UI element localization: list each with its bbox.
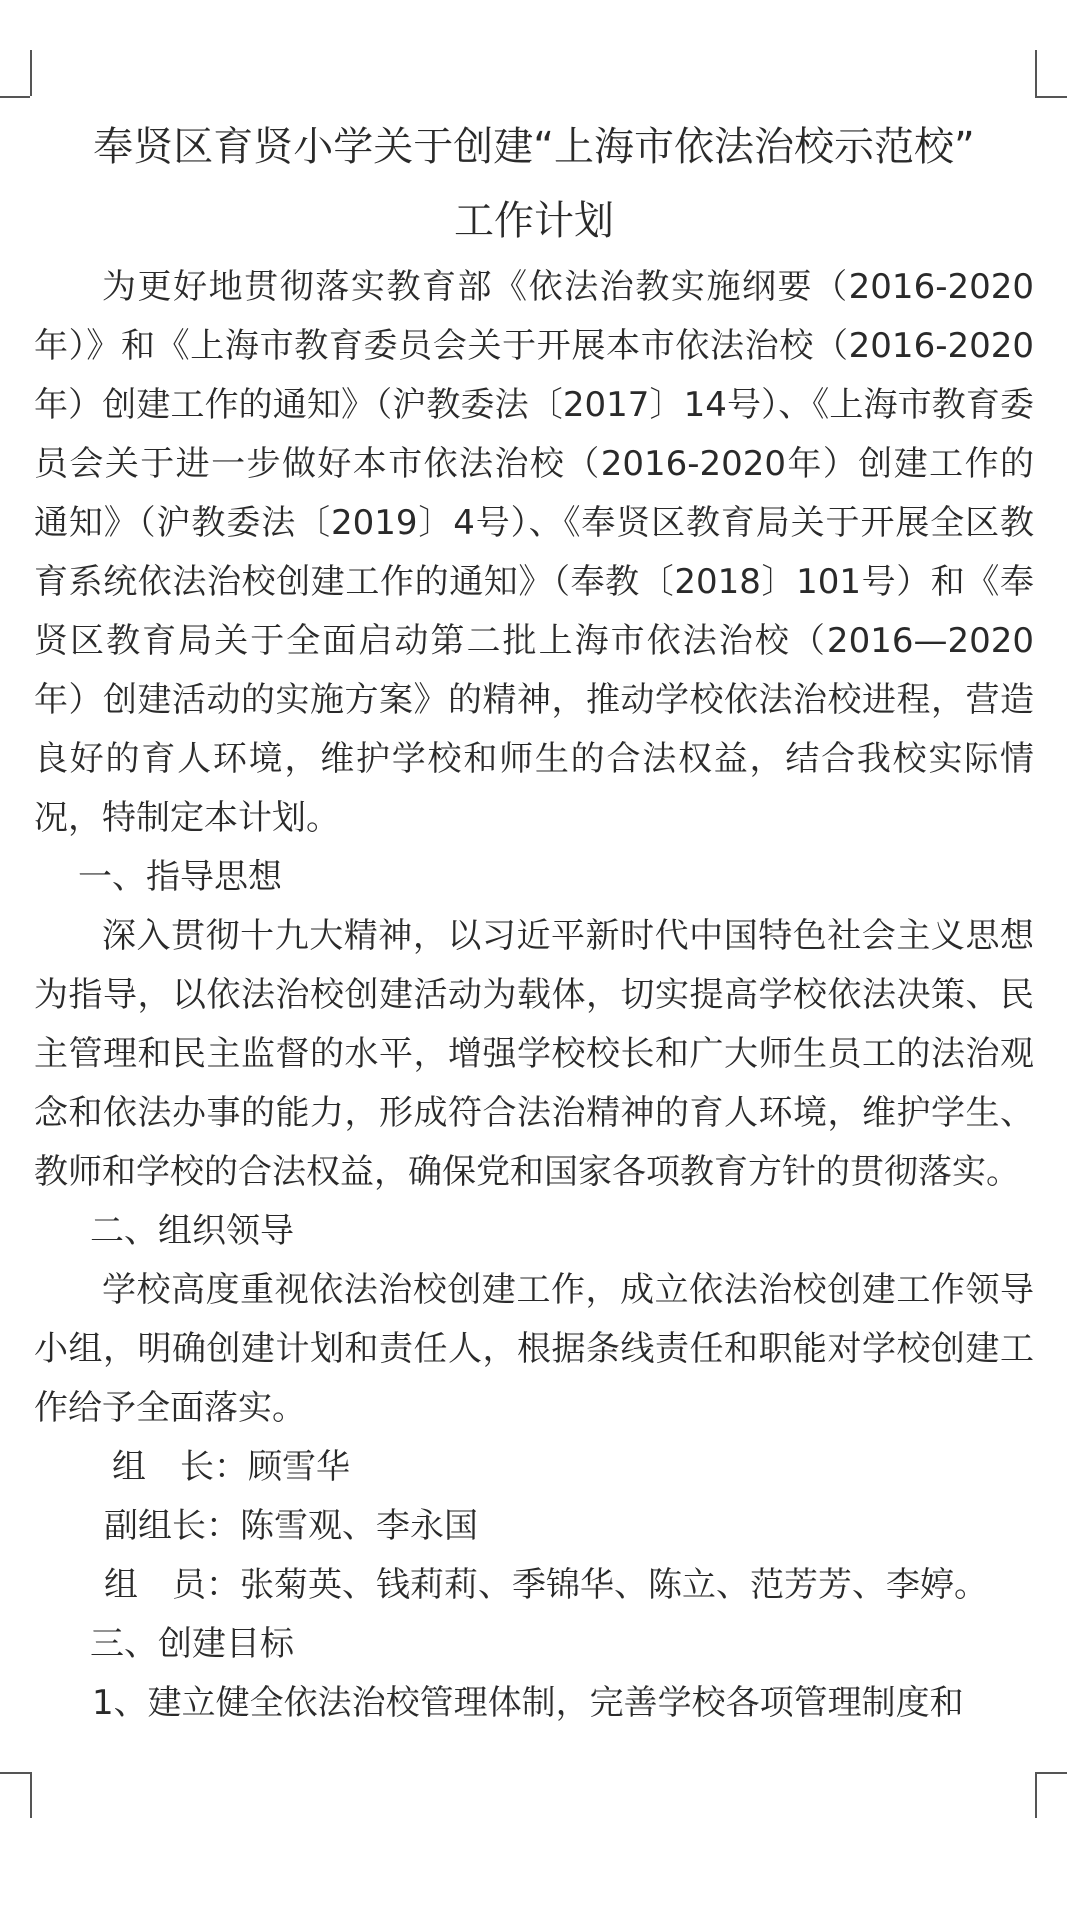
- section-1-body: 深入贯彻十九大精神，以习近平新时代中国特色社会主义思想为指导，以依法治校创建活动为载体，切实提高学校依法决策、民主管理和民主监督的水平，增强学校校长和广大师生员工的法治观念和依法办事的能力，形成符合法治精神的育人环境，维护学生、教师和学校的合法权益，确保党和国家各项教育方针的贯彻落实。: [34, 916, 1034, 1192]
- section-2-body: 学校高度重视依法治校创建工作，成立依法治校创建工作领导小组，明确创建计划和责任人，根据条线责任和职能对学校创建工作给予全面落实。: [34, 1270, 1034, 1428]
- group-members: 组 员：张菊英、钱莉莉、季锦华、陈立、范芳芳、李婷。: [104, 1565, 988, 1605]
- group-deputy-leaders: 副组长：陈雪观、李永国: [104, 1506, 478, 1546]
- document-page: [34, 110, 1034, 1733]
- document-title-line-2: 工作计划: [454, 198, 614, 244]
- section-2-heading: 二、组织领导: [90, 1211, 294, 1251]
- section-1-heading: 一、指导思想: [78, 857, 282, 897]
- intro-paragraph: 为更好地贯彻落实教育部《依法治教实施纲要（2016-2020年）》和《上海市教育委员会关于开展本市依法治校（2016-2020年）创建工作的通知》（沪教委法〔2017〕14号）、《上海市教育委员会关于进一步做好本市依法治校（2016-2020年）创建工作的通知》（沪教委法〔2019〕4号）、《奉贤区教育局关于开展全区教育系统依法治校创建工作的通知》（奉教〔2018〕101号）和《奉贤区教育局关于全面启动第二批上海市依法治校（2016—2020年）创建活动的实施方案》的精神，推动学校依法治校进程，营造良好的育人环境，维护学校和师生的合法权益，结合我校实际情况，特制定本计划。: [34, 267, 1034, 838]
- section-3-item-1: 1、建立健全依法治校管理体制，完善学校各项管理制度和: [92, 1683, 964, 1723]
- group-leader: 组 长：顾雪华: [112, 1447, 350, 1487]
- section-3-heading: 三、创建目标: [90, 1624, 294, 1664]
- document-title-line-1: 奉贤区育贤小学关于创建“上海市依法治校示范校”: [93, 124, 975, 170]
